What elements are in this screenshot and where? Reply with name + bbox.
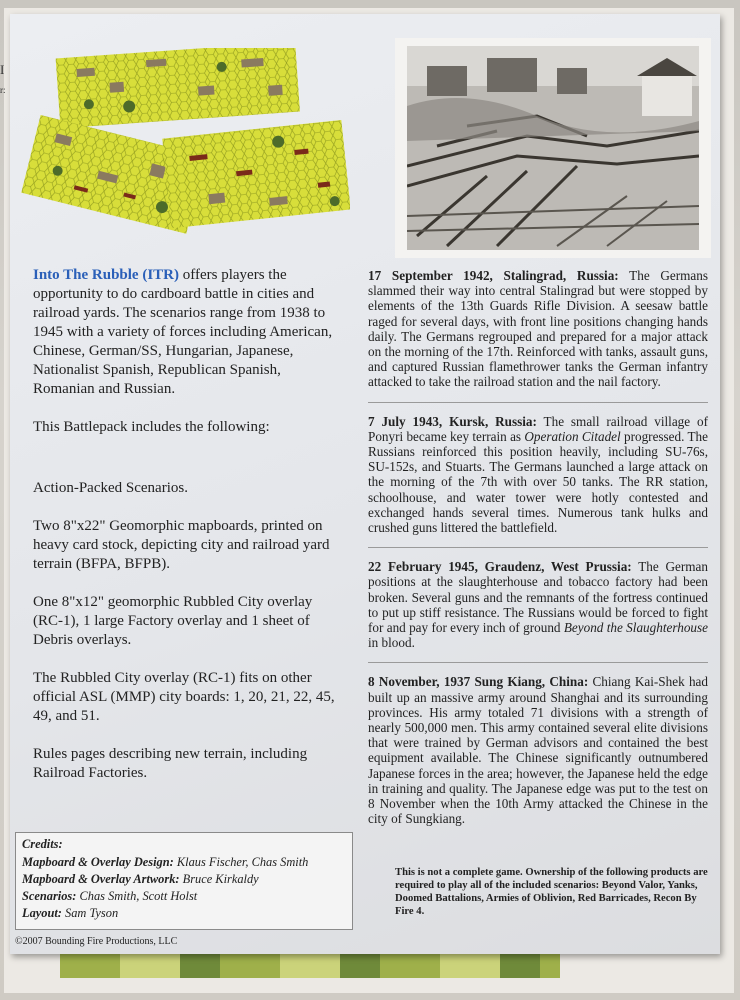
credit-row	[22, 889, 197, 904]
intro-column	[33, 266, 338, 802]
contents-item: Rules pages describing new terrain, including Railroad Factories.	[33, 746, 308, 781]
scenario-italic: Beyond the Slaughterhouse	[563, 620, 708, 636]
scenario-heading: 7 July 1943, Kursk, Russia:	[368, 413, 537, 429]
scenario-entry	[368, 414, 708, 549]
credit-label: Scenarios:	[22, 889, 77, 903]
intro-paragraph	[33, 266, 338, 399]
credit-row	[22, 872, 259, 887]
credit-value: Chas Smith, Scott Holst	[76, 889, 198, 903]
credit-label: Layout:	[22, 906, 62, 920]
credits-box	[15, 832, 353, 930]
edge-mark: I	[0, 62, 5, 77]
intro-text: offers players the opportunity to do cardboard battle in cities and railroad yards. The scenarios range from 1938 to 1945 with a variety of forces including American, Chinese, German/SS, Hungarian, Japanese, Nationalist Spanish, Republican Spanish, Romanian and Russian.	[33, 267, 333, 397]
contents-item: The Rubbled City overlay (RC-1) fits on other official ASL (MMP) city boards: 1, 20, 21, 22, 45, 49, and 51.	[33, 670, 335, 724]
credit-value: Sam Tyson	[61, 906, 119, 920]
scenario-column	[368, 268, 708, 850]
scenario-heading: 22 February 1945, Graudenz, West Prussia:	[368, 559, 632, 575]
edge-mark: r:	[0, 85, 6, 95]
scenario-text: The small railroad village of Ponyri became key terrain as	[368, 413, 708, 444]
rubble-photo	[407, 46, 699, 250]
contents-item: One 8"x12" geomorphic Rubbled City overlay (RC-1), 1 large Factory overlay and 1 sheet of Debris overlays.	[33, 594, 313, 648]
scenario-text: progressed. The Russians reinforced this position heavily, including SU-76s, SU-152s, and Stuarts. The Germans launched a large attack on the morning of the 7th with over 50 tanks. The RR station, schoolhouse, and water tower were hotly contested and exchanged hands several times. Numerous tank hulks and crushed guns littered the battlefield.	[368, 428, 708, 536]
credit-value: Bruce Kirkaldy	[179, 872, 259, 886]
credits-title: Credits:	[22, 837, 63, 851]
scenario-heading: 8 November, 1937 Sung Kiang, China:	[368, 674, 589, 690]
contents-item: Two 8"x22" Geomorphic mapboards, printed on heavy card stock, depicting city and railroad yard terrain (BFPA, BFPB).	[33, 518, 330, 572]
scenario-entry	[368, 268, 708, 403]
scenario-heading: 17 September 1942, Stalingrad, Russia:	[368, 268, 619, 283]
scenario-text: in blood.	[368, 635, 415, 651]
requirements-note: This is not a complete game. Ownership of the following products are required to play all of the included scenarios: Beyond Valor, Yanks, Doomed Battalions, Armies of Oblivion, Red Barricades, Recon By Fire 4.	[395, 867, 708, 917]
scenario-italic: Operation Citadel	[524, 428, 621, 444]
credit-label: Mapboard & Overlay Design:	[22, 855, 174, 869]
copyright: ©2007 Bounding Fire Productions, LLC	[15, 936, 178, 947]
scenario-entry	[368, 559, 708, 663]
scenario-text: The German positions at the slaughterhouse and tobacco factory had been broken. Several guns and the remnants of the fortress continued to put up stiff resistance. The Russians would be forced to fight for and pay for every inch of ground	[368, 559, 708, 636]
credit-row	[22, 855, 308, 870]
credit-row	[22, 906, 118, 921]
credit-value: Klaus Fischer, Chas Smith	[173, 855, 309, 869]
mapboard-illustration	[18, 48, 350, 238]
credit-label: Mapboard & Overlay Artwork:	[22, 872, 180, 886]
scenario-text: Chiang Kai-Shek had built up an massive army around Shanghai and its surrounding provinces. His army totaled 71 divisions with a strength of nearly 500,000 men. This army contained several elite divisions that were trained by German advisors and contained the best equipment available. The Chinese significantly outnumbered Japanese forces in the area; however, the Japanese held the edge in training and quality. The Japanese edge was put to the test on 8 November when the 10th Army attacked the Chinese in the city of Sungkiang.	[368, 674, 708, 827]
scenario-entry	[368, 674, 708, 838]
edge-text	[0, 60, 6, 100]
battlepack-heading: This Battlepack includes the following:	[33, 419, 270, 435]
stalingrad-photo	[395, 38, 711, 258]
scenario-text: The Germans slammed their way into central Stalingrad but were stopped by elements of the 13th Guards Rifle Division. A seesaw battle raged for several days, with front line positions changing hands daily. The Germans regrouped and prepared for a major attack on the morning of the 17th. Reinforced with tanks, assault guns, and captured Russian flamethrower tanks the German infantry attacked to take the railroad station and the nail factory.	[368, 268, 708, 390]
product-title: Into The Rubble (ITR)	[33, 267, 180, 283]
contents-item: Action-Packed Scenarios.	[33, 480, 188, 496]
